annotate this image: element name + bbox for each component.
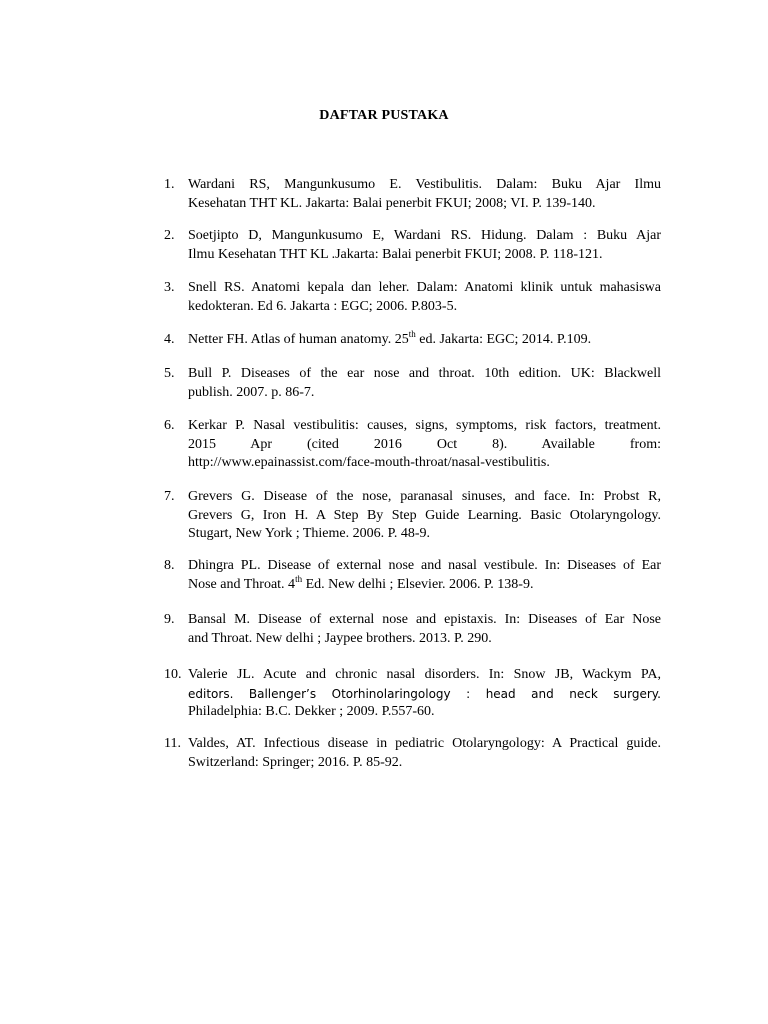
reference-line: Kesehatan THT KL. Jakarta: Balai penerbit FKUI; 2008; VI. P. 139-140. xyxy=(188,195,596,211)
reference-line: Valdes, AT. Infectious disease in pediatric Otolaryngology: A Practical guide. xyxy=(188,736,661,751)
reference-segment: ed. Jakarta: EGC; 2014. P.109. xyxy=(415,332,592,347)
reference-number: 10. xyxy=(164,667,182,682)
page-title: DAFTAR PUSTAKA xyxy=(319,108,449,123)
reference-line: Grevers G. Disease of the nose, paranasal sinuses, and face. In: Probst R, xyxy=(188,489,661,504)
reference-line: Wardani RS, Mangunkusumo E. Vestibulitis. Dalam: Buku Ajar Ilmu xyxy=(188,177,661,192)
reference-line: Bansal M. Disease of external nose and epistaxis. In: Diseases of Ear Nose xyxy=(188,612,661,627)
reference-item xyxy=(164,331,661,350)
reference-line: Dhingra PL. Disease of external nose and nasal vestibule. In: Diseases of Ear xyxy=(188,558,661,573)
reference-number: 4. xyxy=(164,332,175,347)
reference-item xyxy=(164,176,661,213)
reference-line: Philadelphia: B.C. Dekker ; 2009. P.557-60. xyxy=(188,704,435,719)
reference-line: Snell RS. Anatomi kepala dan leher. Dalam: Anatomi klinik untuk mahasiswa xyxy=(188,280,661,295)
reference-text xyxy=(188,365,661,402)
reference-item xyxy=(164,735,661,772)
superscript: th xyxy=(408,329,416,339)
reference-segment: Nose and Throat. 4 xyxy=(188,576,296,592)
reference-item xyxy=(164,227,661,264)
reference-line xyxy=(188,331,661,350)
reference-item xyxy=(164,417,661,473)
reference-line: Valerie JL. Acute and chronic nasal disorders. In: Snow JB, Wackym PA, xyxy=(188,667,661,682)
reference-text xyxy=(188,666,661,722)
reference-segment: Ed. New delhi ; Elsevier. 2006. P. 138-9. xyxy=(302,576,534,592)
reference-line: Soetjipto D, Mangunkusumo E, Wardani RS. Hidung. Dalam : Buku Ajar xyxy=(188,228,661,243)
reference-number: 11. xyxy=(164,736,181,751)
reference-item xyxy=(164,557,661,594)
reference-text xyxy=(188,735,661,772)
reference-line: 2015 Apr (cited 2016 Oct 8). Available from: xyxy=(188,436,661,452)
reference-item xyxy=(164,488,661,544)
reference-item xyxy=(164,365,661,402)
reference-text xyxy=(188,227,661,264)
reference-line: http://www.epainassist.com/face-mouth-throat/nasal-vestibulitis. xyxy=(188,455,550,470)
reference-text xyxy=(188,611,661,648)
reference-text xyxy=(188,331,661,350)
reference-item xyxy=(164,279,661,316)
reference-text xyxy=(188,417,661,473)
reference-line: Switzerland: Springer; 2016. P. 85-92. xyxy=(188,754,403,770)
reference-number: 6. xyxy=(164,418,175,433)
reference-number: 8. xyxy=(164,558,175,573)
reference-line: Kerkar P. Nasal vestibulitis: causes, signs, symptoms, risk factors, treatment. xyxy=(188,418,661,433)
reference-line: publish. 2007. p. 86-7. xyxy=(188,384,315,400)
reference-line: Bull P. Diseases of the ear nose and throat. 10th edition. UK: Blackwell xyxy=(188,366,661,381)
reference-line: Stugart, New York ; Thieme. 2006. P. 48-9. xyxy=(188,526,431,541)
reference-number: 2. xyxy=(164,228,175,243)
reference-text xyxy=(188,488,661,544)
reference-number: 1. xyxy=(164,177,175,192)
reference-text xyxy=(188,557,661,594)
reference-line: editors. Ballenger’s Otorhinolaringology : head and neck surgery. xyxy=(188,686,661,701)
reference-number: 3. xyxy=(164,280,175,295)
reference-number: 9. xyxy=(164,612,175,627)
reference-number: 5. xyxy=(164,366,175,381)
reference-line: kedokteran. Ed 6. Jakarta : EGC; 2006. P.803-5. xyxy=(188,298,458,314)
superscript: th xyxy=(295,573,303,584)
reference-item xyxy=(164,666,661,722)
reference-number: 7. xyxy=(164,489,175,504)
reference-text xyxy=(188,279,661,316)
reference-text xyxy=(188,176,661,213)
reference-line: and Throat. New delhi ; Jaypee brothers. 2013. P. 290. xyxy=(188,630,492,646)
reference-line xyxy=(188,573,661,595)
reference-line: Ilmu Kesehatan THT KL .Jakarta: Balai penerbit FKUI; 2008. P. 118-121. xyxy=(188,246,603,262)
reference-line: Grevers G, Iron H. A Step By Step Guide Learning. Basic Otolaryngology. xyxy=(188,507,661,523)
reference-item xyxy=(164,611,661,648)
reference-segment: Netter FH. Atlas of human anatomy. 25 xyxy=(188,332,409,347)
